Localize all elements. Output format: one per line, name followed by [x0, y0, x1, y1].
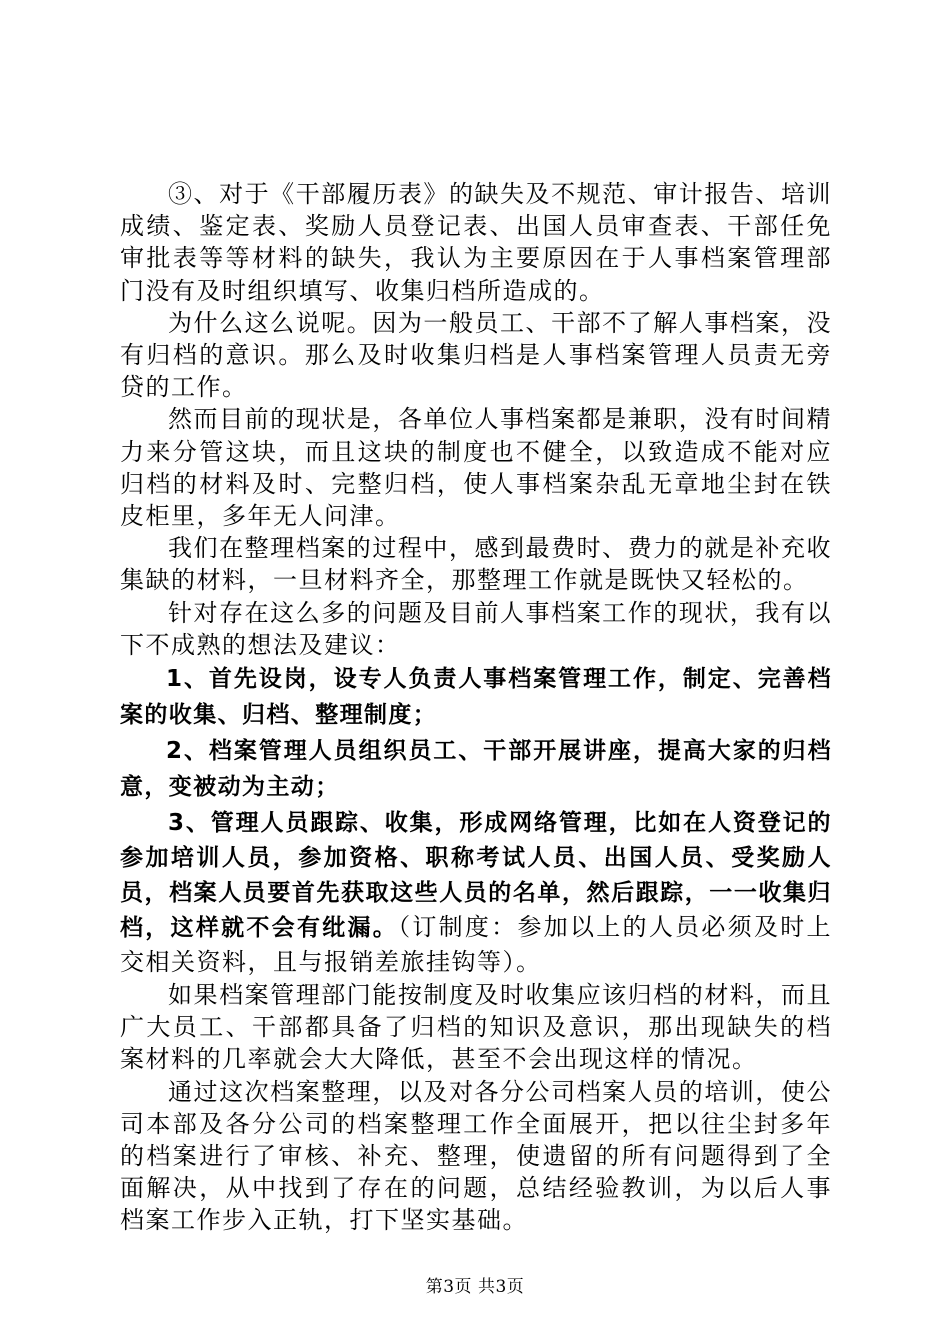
page-number-footer: 第3页 共3页: [425, 1277, 525, 1297]
paragraph-why: 为什么这么说呢。因为一般员工、干部不了解人事档案，没有归档的意识。那么及时收集归档是人事档案管理人员责无旁贷的工作。: [120, 308, 832, 402]
paragraph-conclusion: 通过这次档案整理，以及对各分公司档案人员的培训，使公司本部及各分公司的档案整理工作全面展开，把以往尘封多年的档案进行了审核、补充、整理，使遗留的所有问题得到了全面解决，从中找到了存在的问题，总结经验教训，为以后人事档案工作步入正轨，打下坚实基础。: [120, 1077, 832, 1235]
paragraph-missing-materials: ③、对于《干部履历表》的缺失及不规范、审计报告、培训成绩、鉴定表、奖励人员登记表、出国人员审查表、干部任免审批表等等材料的缺失，我认为主要原因在于人事档案管理部门没有及时组织填写、收集归档所造成的。: [120, 180, 832, 305]
paragraph-suggestions-intro: 针对存在这么多的问题及目前人事档案工作的现状，我有以下不成熟的想法及建议：: [120, 598, 832, 659]
suggestion-item-1: 1、首先设岗，设专人负责人事档案管理工作，制定、完善档案的收集、归档、整理制度；: [120, 666, 832, 729]
paragraph-if-compliant: 如果档案管理部门能按制度及时收集应该归档的材料，而且广大员工、干部都具备了归档的知识及意识，那出现缺失的档案材料的几率就会大大降低，甚至不会出现这样的情况。: [120, 981, 832, 1074]
suggestion-item-3-note: （订制度：参加以上的人员必须及时上交相关资料，且与报销差旅挂钩等）。: [120, 913, 833, 977]
document-body: [120, 178, 832, 1237]
suggestion-item-3-main: 3、管理人员跟踪、收集，形成网络管理，比如在人资登记的参加培训人员，参加资格、职称考试人员、出国人员、受奖励人员，档案人员要首先获取这些人员的名单，然后跟踪，一一收集归档，这样就不会有纰漏。: [120, 810, 832, 942]
paragraph-current-status: 然而目前的现状是，各单位人事档案都是兼职，没有时间精力来分管这块，而且这块的制度也不健全，以致造成不能对应归档的材料及时、完整归档，使人事档案杂乱无章地尘封在铁皮柜里，多年无人问津。: [120, 405, 832, 531]
suggestion-item-3: [120, 805, 832, 979]
suggestion-item-2: 2、档案管理人员组织员工、干部开展讲座，提高大家的归档意，变被动为主动；: [120, 738, 832, 801]
paragraph-collection-effort: 我们在整理档案的过程中，感到最费时、费力的就是补充收集缺的材料，一旦材料齐全，那整理工作就是既快又轻松的。: [120, 534, 832, 595]
